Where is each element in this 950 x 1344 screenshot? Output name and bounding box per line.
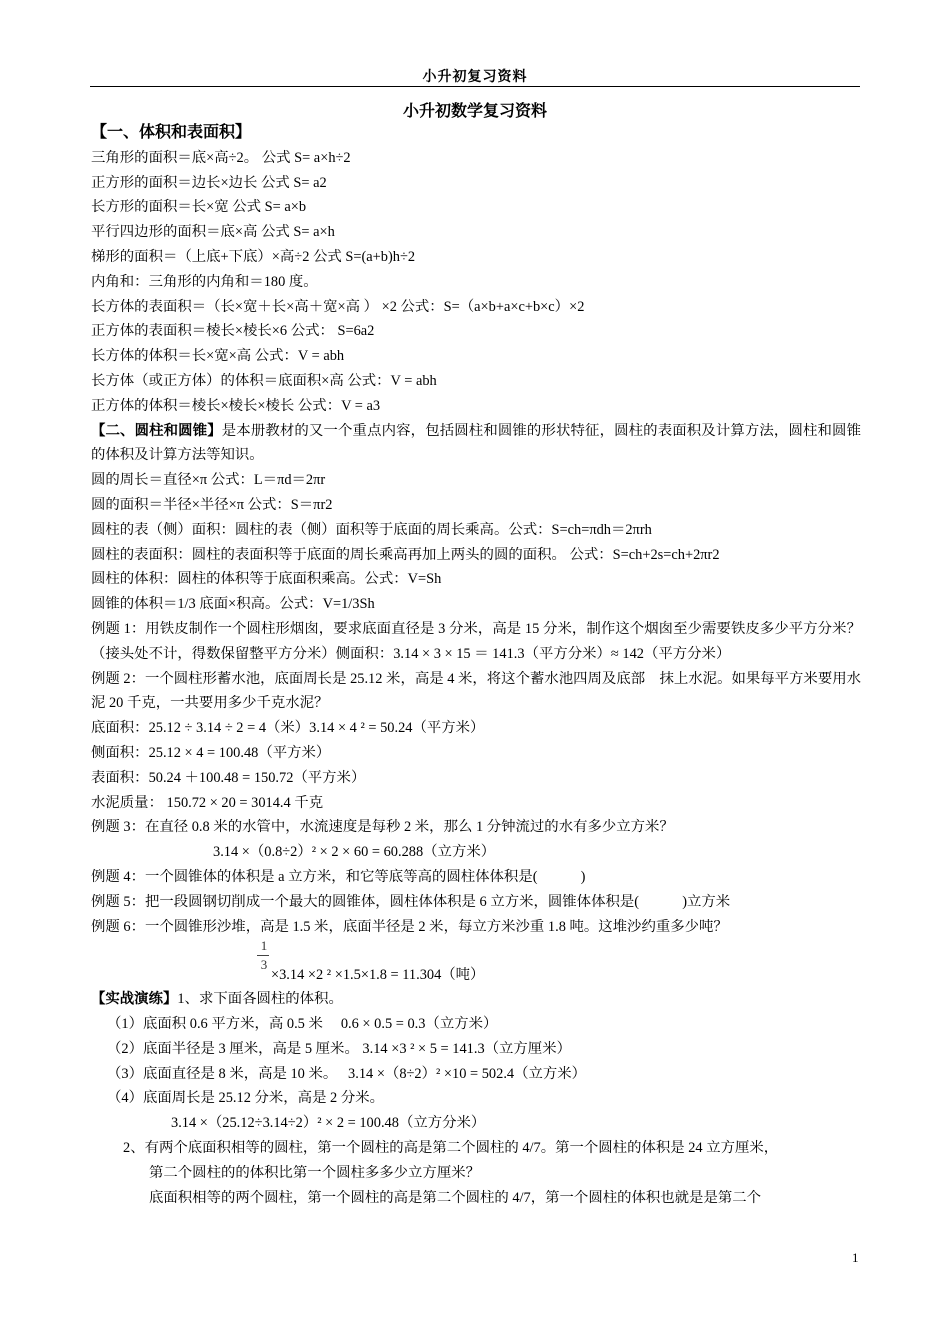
formula-line: 长方体的体积＝长×宽×高 公式：V = abh [91,348,345,365]
formula-line: 长方体（或正方体）的体积＝底面积×高 公式：V = abh [91,372,437,389]
practice-item: （2）底面半径是 3 厘米，高是 5 厘米。 3.14 ×3 ² × 5 = 141.3（立方厘米） [107,1040,571,1057]
header-rule [90,86,860,87]
practice-item: （1）底面积 0.6 平方米，高 0.5 米 0.6 × 0.5 = 0.3（立方米） [107,1016,498,1033]
section-intro-cylinder-cone [91,419,861,469]
practice-question-2-cont: 第二个圆柱的的体积比第一个圆柱多多少立方厘米？ [149,1164,480,1181]
document-body [91,121,861,1210]
example-6: 例题 6：一个圆锥形沙堆，高是 1.5 米，底面半径是 2 米，每立方米沙重 1.8 吨。这堆沙约重多少吨？ [91,918,728,935]
one-third-fraction [257,939,271,972]
formula-line: 圆柱的表面积：圆柱的表面积等于底面的周长乘高再加上两头的圆的面积。 公式：S=ch+2s=ch+2πr2 [91,546,720,563]
example-3-calculation: 3.14 ×（0.8÷2）² × 2 × 60 = 60.288（立方米） [213,844,496,861]
example-6-calc-text: ×3.14 ×2 ² ×1.5×1.8 = 11.304（吨） [271,967,485,984]
practice-q1-text: 1、求下面各圆柱的体积。 [177,991,343,1008]
example-3: 例题 3：在直径 0.8 米的水管中，水流速度是每秒 2 米，那么 1 分钟流过的水有多少立方米？ [91,819,674,836]
formula-line: 梯形的面积＝（上底+下底）×高÷2 公式 S=(a+b)h÷2 [91,248,416,265]
formula-line: 圆柱的表（侧）面积：圆柱的表（侧）面积等于底面的周长乘高。公式：S=ch=πdh＝2πrh [91,521,652,538]
page-number: 1 [852,1250,859,1265]
practice-item-4-calculation: 3.14 ×（25.12÷3.14÷2）² × 2 = 100.48（立方分米） [171,1115,486,1132]
fraction-numerator: 1 [260,938,268,954]
formula-line: 正方体的表面积＝棱长×棱长×6 公式： S=6a2 [91,323,375,340]
example-2-step: 表面积：50.24 ＋100.48 = 150.72（平方米） [91,769,366,786]
practice-question-2: 2、有两个底面积相等的圆柱，第一个圆柱的高是第二个圆柱的 4/7。第一个圆柱的体积是 24 立方厘米， [123,1140,779,1157]
section-heading-volume-area: 【一、体积和表面积】 [91,124,252,141]
practice-heading: 【实战演练】 [91,991,178,1008]
practice-question-1 [91,987,861,1012]
practice-item: （4）底面周长是 25.12 分米，高是 2 分米。 [107,1090,385,1107]
formula-line: 内角和：三角形的内角和＝180 度。 [91,273,318,290]
running-header: 小升初复习资料 [422,70,528,85]
formula-line: 平行四边形的面积＝底×高 公式 S= a×h [91,224,335,241]
example-5: 例题 5：把一段圆钢切削成一个最大的圆锥体，圆柱体体积是 6 立方米，圆锥体体积是( )立方米 [91,893,731,910]
example-2: 例题 2：一个圆柱形蓄水池，底面周长是 25.12 米，高是 4 米，将这个蓄水池四周及底部 抹上水泥。如果每平方米要用水泥 20 千克，一共要用多少千克水泥？ [91,670,861,712]
practice-item: （3）底面直径是 8 米，高是 10 米。 3.14 ×（8÷2）² ×10 = 502.4（立方米） [107,1065,587,1082]
formula-line: 三角形的面积＝底×高÷2。 公式 S= a×h÷2 [91,149,351,166]
example-2-step: 侧面积：25.12 × 4 = 100.48（平方米） [91,744,331,761]
formula-line: 圆的面积＝半径×半径×π 公式：S＝πr2 [91,496,333,513]
formula-line: 长方体的表面积＝（长×宽＋长×高＋宽×高 ） ×2 公式：S=（a×b+a×c+b×c）×2 [91,298,585,315]
section-intro-text: 是本册教材的又一个重点内容，包括圆柱和圆锥的形状特征，圆柱的表面积及计算方法，圆柱和圆锥的体积及计算方法等知识。 [91,422,861,464]
example-6-calculation [91,939,861,987]
example-4: 例题 4：一个圆锥体的体积是 a 立方米，和它等底等高的圆柱体体积是( ) [91,868,586,885]
practice-question-2-answer: 底面积相等的两个圆柱，第一个圆柱的高是第二个圆柱的 4/7，第一个圆柱的体积也就是是第二个 [149,1189,762,1206]
example-2-step: 水泥质量： 150.72 × 20 = 3014.4 千克 [91,794,324,811]
formula-line: 圆锥的体积＝1/3 底面×积高。公式：V=1/3Sh [91,596,375,613]
formula-line: 圆柱的体积：圆柱的体积等于底面积乘高。公式：V=Sh [91,571,442,588]
section-heading-cylinder-cone: 【二、圆柱和圆锥】 [91,422,222,439]
formula-line: 圆的周长＝直径×π 公式：L＝πd＝2πr [91,472,326,489]
page-title: 小升初数学复习资料 [402,103,547,120]
fraction-bar [257,955,269,956]
formula-line: 正方形的面积＝边长×边长 公式 S= a2 [91,174,327,191]
example-2-step: 底面积：25.12 ÷ 3.14 ÷ 2 = 4（米）3.14 × 4 ² = 50.24（平方米） [91,720,485,737]
fraction-denominator: 3 [260,957,268,973]
formula-line: 正方体的体积＝棱长×棱长×棱长 公式：V = a3 [91,397,381,414]
formula-line: 长方形的面积＝长×宽 公式 S= a×b [91,199,307,216]
example-1: 例题 1：用铁皮制作一个圆柱形烟囱，要求底面直径是 3 分米，高是 15 分米，制作这个烟囱至少需要铁皮多少平方分米？（接头处不计，得数保留整平方分米）侧面积：3.14 × 3 × 15 ＝ 141.3（平方分米）≈ 142（平方分米） [91,620,861,662]
